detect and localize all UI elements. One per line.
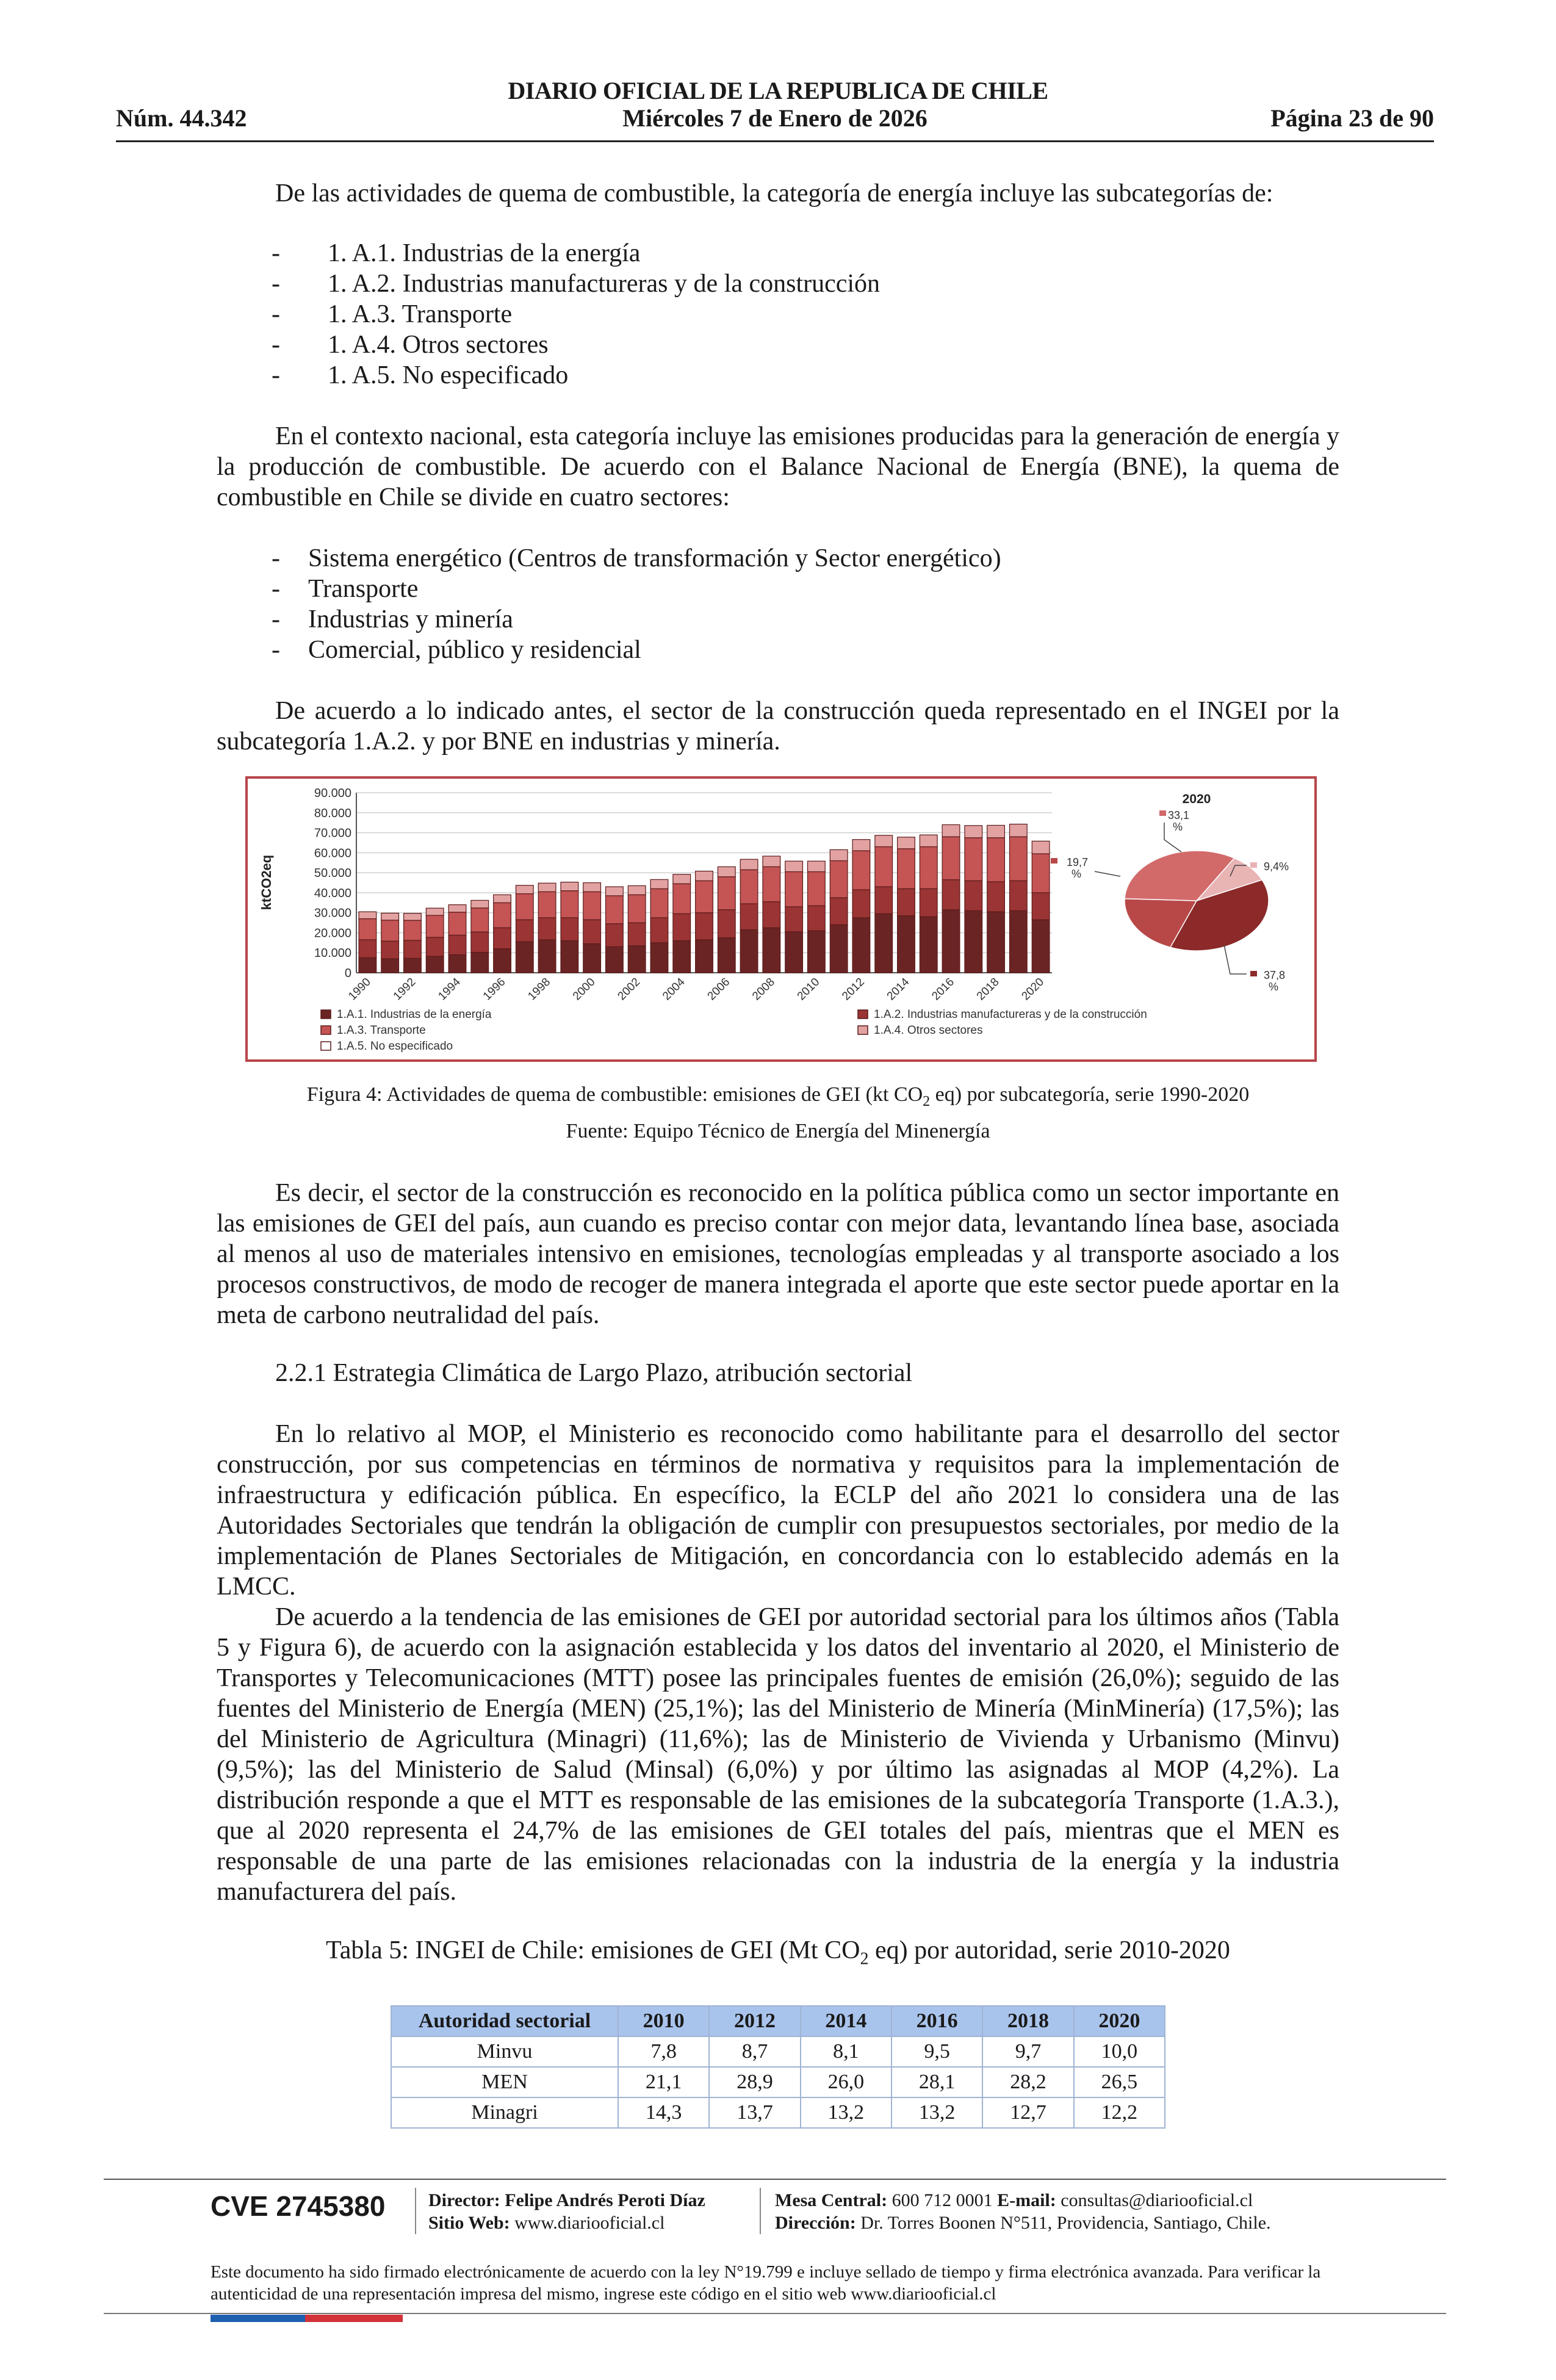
y-tick-label: 80.000 [314,806,351,820]
table-cell: 13,2 [891,2097,982,2128]
bar-segment [673,914,691,940]
legend-swatch [321,1026,331,1034]
page-number: Página 23 de 90 [1270,104,1434,132]
bar-segment [942,880,960,910]
legend-label: 1.A.5. No especificado [337,1040,453,1053]
y-tick-label: 70.000 [314,826,351,840]
bar-segment [494,895,511,903]
table-cell: 12,2 [1074,2097,1165,2128]
bar-segment [583,943,601,973]
bar-segment [830,849,848,860]
bar-segment [965,911,982,973]
bar-segment [875,914,893,973]
bar-segment [448,912,466,936]
bar-segment [898,837,915,849]
x-tick-label: 1990 [346,975,373,1003]
bar-segment [606,947,624,973]
bar-segment [561,941,578,973]
bar-segment [583,892,601,920]
newspaper-title: DIARIO OFICIAL DE LA REPUBLICA DE CHILE [508,77,1048,104]
cve-code: CVE 2745380 [211,2190,386,2222]
x-tick-label: 2000 [570,975,598,1003]
bar-segment [448,905,466,912]
pie-leader [1224,945,1247,974]
bar-segment [381,941,399,959]
col-header: Autoridad sectorial [391,2006,618,2036]
bar-segment [763,902,780,928]
sectors-list: - Sistema energético (Centros de transformación y Sector energético) - Transporte - Industrias y minería - Comercial, público y residencial [272,544,1001,664]
x-tick-label: 1994 [436,975,464,1003]
bar-segment [471,908,489,932]
bar-segment [381,959,399,973]
x-tick-label: 2002 [615,975,643,1003]
bar-segment [830,860,848,898]
bar-segment [628,946,646,973]
bar-segment [606,887,624,896]
y-tick-label: 90.000 [314,787,351,800]
legend-label: 1.A.4. Otros sectores [874,1024,983,1037]
context-paragraph: En el contexto nacional, esta categoría incluye las emisiones producidas para la generación de energía y la producción de combustible. De acuerdo con el Balance Nacional de Energía (BNE), la quema de combustible en Chile se divide en cuatro sectores: [217,422,1339,511]
pie-label-swatch [1051,858,1057,864]
y-tick-label: 10.000 [314,947,351,961]
emissions-chart [248,779,1309,1055]
bar-segment [538,940,556,973]
table-cell: Minagri [391,2097,618,2128]
bar-segment [875,887,893,914]
bar-segment [1032,893,1050,920]
footer-bottom-rule [104,2313,1446,2314]
bar-segment [920,835,937,846]
bar-segment [404,940,422,959]
bar-segment [1009,911,1027,973]
table-cell: 9,7 [982,2036,1073,2067]
table-cell: 14,3 [618,2097,709,2128]
footer-director: Director: Felipe Andrés Peroti Díaz [428,2190,705,2210]
bar-segment [785,907,803,932]
bar-segment [471,953,489,973]
intro-paragraph: De las actividades de quema de combustible, la categoría de energía incluye las subcategorías de: [275,179,1273,207]
bar-segment [785,932,803,973]
bar-segment [426,956,444,973]
pie-label-unit: % [1173,821,1183,833]
col-header: 2018 [982,2006,1073,2036]
bar-segment [606,924,624,947]
bar-segment [538,918,556,940]
table-cell: 13,2 [801,2097,891,2128]
bar-segment [448,935,466,954]
bar-segment [718,867,735,876]
bar-segment [1009,824,1027,837]
bar-segment [359,940,376,958]
legend-label: 1.A.2. Industrias manufactureras y de la construcción [874,1008,1147,1021]
bar-segment [740,904,758,930]
bar-segment [381,920,399,941]
legal-notice: Este documento ha sido firmado electrónicamente de acuerdo con la ley N°19.799 e incluye sellado de tiempo y firma electrónica avanzada. Para verificar la autenticidad de una representación impresa del mismo, ingrese este código en el sitio web www.diariooficial.cl [211,2262,1321,2304]
bar-segment [359,912,376,918]
flag-stripe-blue [211,2315,305,2322]
legend-label: 1.A.3. Transporte [337,1024,426,1037]
col-header: 2014 [801,2006,891,2036]
y-tick-label: 50.000 [314,867,351,881]
bar-segment [426,915,444,937]
table-cell: MEN [391,2067,618,2097]
figure-4 [245,776,1317,1062]
footer-website: Sitio Web: www.diariooficial.cl [428,2213,665,2233]
x-tick-label: 1996 [480,975,508,1003]
bar-segment [538,892,556,918]
bar-segment [965,838,982,881]
x-tick-label: 2020 [1019,975,1047,1003]
x-tick-label: 2010 [794,975,823,1003]
bar-segment [808,861,826,871]
legend-swatch [321,1042,331,1050]
bar-segment [965,881,982,911]
x-tick-label: 2014 [884,975,912,1003]
col-header: 2012 [709,2006,800,2036]
table-5 [391,2005,1165,2129]
bar-segment [763,867,780,901]
header-rule [116,140,1434,142]
figure-source: Fuente: Equipo Técnico de Energía del Minenergía [566,1120,990,1142]
bar-segment [404,920,422,940]
table-cell: 8,7 [709,2036,800,2067]
footer-top-rule [104,2179,1446,2180]
bar-segment [538,883,556,892]
bar-segment [516,942,533,973]
mop-paragraph: En lo relativo al MOP, el Ministerio es reconocido como habilitante para el desarrollo del sector construcción, por sus competencias en términos de normativa y requisitos para la implementación de infraestructura y edificación pública. En específico, la ECLP del año 2021 lo considera una de las Autoridades Sectoriales que tendrán la obligación de cumplir con presupuestos sectoriales, por medio de la implementación de Planes Sectoriales de Mitigación, en concordancia con lo establecido además en la LMCC. [217,1420,1339,1601]
x-tick-label: 2016 [929,975,957,1003]
table-cell: 28,1 [891,2067,982,2097]
footer-divider [760,2188,761,2234]
bar-segment [696,871,713,881]
footer-address: Dirección: Dr. Torres Boonen N°511, Providencia, Santiago, Chile. [775,2213,1271,2233]
bar-segment [987,912,1005,973]
bar-segment [516,894,533,920]
table-cell: 21,1 [618,2067,709,2097]
table-cell: 8,1 [801,2036,891,2067]
y-tick-label: 20.000 [314,926,351,940]
issue-number: Núm. 44.342 [116,104,247,132]
y-tick-label: 60.000 [314,846,351,860]
pie-label: 19,7 [1067,856,1089,868]
y-tick-label: 40.000 [314,886,351,900]
pie-label-swatch [1250,971,1257,976]
pie-label-unit: % [1269,981,1279,993]
bar-segment [471,900,489,907]
bar-segment [987,825,1005,837]
bar-segment [561,918,578,941]
bar-segment [852,918,870,973]
bar-segment [673,884,691,914]
col-header: 2010 [618,2006,709,2036]
bar-segment [583,883,601,892]
bar-segment [920,847,937,889]
x-tick-label: 2004 [660,975,688,1003]
pie-title: 2020 [1182,792,1211,806]
bar-segment [740,870,758,904]
bar-segment [696,913,713,940]
table-header-row [391,2006,1165,2036]
table-cell: 26,5 [1074,2067,1165,2097]
bar-segment [898,916,915,973]
bar-segment [965,826,982,838]
x-tick-label: 2012 [840,975,867,1003]
footer-contact: Mesa Central: 600 712 0001 E-mail: consultas@diariooficial.cl [775,2190,1253,2210]
pie-label-unit: % [1072,868,1082,880]
legend-swatch [858,1010,868,1019]
table-cell: 28,9 [709,2067,800,2097]
x-tick-label: 2018 [974,975,1002,1003]
bar-segment [740,859,758,870]
bar-segment [650,879,668,889]
bar-segment [898,849,915,889]
bar-segment [1032,854,1050,893]
table-cell: 10,0 [1074,2036,1165,2067]
bar-segment [696,881,713,912]
bar-segment [404,914,422,920]
bar-segment [987,838,1005,882]
bar-segment [808,871,826,906]
website-link[interactable]: www.diariooficial.cl [514,2213,665,2233]
bar-segment [628,923,646,946]
x-tick-label: 1998 [525,975,553,1003]
bar-segment [763,856,780,867]
bar-segment [830,898,848,925]
bar-segment [718,910,735,938]
x-tick-label: 2006 [705,975,733,1003]
section-heading: 2.2.1 Estrategia Climática de Largo Plazo, atribución sectorial [275,1359,913,1387]
bar-segment [942,910,960,973]
bar-segment [808,931,826,973]
pie-label-swatch [1250,862,1257,868]
bar-segment [494,903,511,928]
bar-segment [359,957,376,973]
bar-segment [516,920,533,942]
bar-segment [650,889,668,918]
bar-segment [583,920,601,943]
bar-segment [942,824,960,837]
pie-label: 9,4% [1264,860,1289,873]
bar-segment [359,919,376,940]
bar-segment [852,851,870,890]
y-tick-label: 30.000 [314,906,351,920]
bar-segment [448,955,466,973]
bar-segment [920,917,937,973]
bar-segment [785,871,803,906]
bar-segment [561,882,578,891]
legend-swatch [858,1026,868,1034]
bar-segment [381,913,399,920]
bar-segment [1032,920,1050,973]
pie-label-swatch [1159,810,1166,816]
table-cell: 7,8 [618,2036,709,2067]
bar-segment [1032,841,1050,854]
bar-segment [718,877,735,910]
table-cell: 12,7 [982,2097,1073,2128]
conclusion-paragraph: Es decir, el sector de la construcción es reconocido en la política pública como un sector importante en las emisiones de GEI del país, aun cuando es preciso contar con mejor data, levantando línea base, asociada al menos al uso de materiales intensivo en emisiones, tecnologías empleadas y al transporte asociado a los procesos constructivos, de modo de recoger de manera integrada el aporte que este sector puede aportar en la meta de carbono neutralidad del país. [217,1179,1339,1329]
subcategory-list: - 1. A.1. Industrias de la energía - 1. A.2. Industrias manufactureras y de la construcción - 1. A.3. Transporte - 1. A.4. Otros sectores - 1. A.5. No especificado [272,239,881,389]
x-tick-label: 1992 [391,975,419,1003]
bar-segment [987,882,1005,912]
bar-segment [606,896,624,924]
pie-label: 33,1 [1168,809,1190,821]
bar-segment [628,885,646,895]
table-row [391,2097,1165,2128]
email-link[interactable]: consultas@diariooficial.cl [1061,2190,1253,2210]
bar-segment [875,847,893,887]
y-tick-label: 0 [344,967,351,980]
bar-segment [426,937,444,956]
pie-label: 37,8 [1264,969,1286,981]
issue-date: Miércoles 7 de Enero de 2026 [622,104,927,132]
bar-segment [494,928,511,948]
bar-segment [740,930,758,973]
bar-segment [494,949,511,973]
y-axis-title: ktCO2eq [259,854,274,911]
table-row [391,2067,1165,2097]
bar-segment [404,958,422,973]
legend-label: 1.A.1. Industrias de la energía [337,1008,492,1021]
bar-segment [763,928,780,973]
x-tick-label: 2008 [750,975,777,1003]
construction-paragraph: De acuerdo a lo indicado antes, el sector de la construcción queda representado en el INGEI por la subcategoría 1.A.2. y por BNE en industrias y minería. [217,697,1339,755]
header-row [116,104,1434,138]
pie-leader [1095,871,1120,876]
table-cell: Minvu [391,2036,618,2067]
bar-segment [561,891,578,918]
col-header: 2020 [1074,2006,1165,2036]
table-cell: 28,2 [982,2067,1073,2097]
legend-swatch [321,1010,331,1019]
trend-paragraph: De acuerdo a la tendencia de las emisiones de GEI por autoridad sectorial para los últimos años (Tabla 5 y Figura 6), de acuerdo con la asignación establecida y los datos del inventario al 2020, el Ministerio de Transportes y Telecomunicaciones (MTT) posee las principales fuentes de emisión (26,0%); seguido de las fuentes del Ministerio de Energía (MEN) (25,1%); las del Ministerio de Minería (MinMinería) (17,5%); las del Ministerio de Agricultura (Minagri) (11,6%); las de Ministerio de Vivienda y Urbanismo (Minvu) (9,5%); las del Ministerio de Salud (Minsal) (6,0%) y por último las asignadas al MOP (4,2%). La distribución responde a que el MTT es responsable de las emisiones de la subcategoría Transporte (1.A.3.), que al 2020 representa el 24,7% de las emisiones de GEI totales del país, mientras que el MEN es responsable de una parte de las emisiones relacionadas con la industria de la energía y la industria manufacturera del país. [217,1603,1339,1906]
bar-segment [875,835,893,847]
bar-segment [650,943,668,973]
bar-segment [830,925,848,973]
bar-segment [471,932,489,952]
bar-segment [920,889,937,917]
table-caption: Tabla 5: INGEI de Chile: emisiones de GEI (Mt $CO_2$ eq) por autoridad, serie 2010-2020 [326,1936,1230,1969]
col-header: 2016 [891,2006,982,2036]
bar-segment [696,940,713,973]
bar-segment [852,840,870,851]
bar-segment [426,908,444,915]
table-cell: 9,5 [891,2036,982,2067]
table-row [391,2036,1165,2067]
bar-segment [673,874,691,884]
bar-segment [650,918,668,943]
flag-stripe-red [305,2315,403,2322]
bar-segment [628,895,646,923]
bar-segment [808,906,826,931]
bar-segment [1009,881,1027,911]
bar-segment [516,885,533,894]
bar-segment [718,938,735,973]
table-cell: 13,7 [709,2097,800,2128]
bar-segment [852,890,870,918]
bar-segment [898,889,915,915]
bar-segment [1009,837,1027,881]
footer-divider [415,2188,416,2234]
bar-segment [673,941,691,973]
bar-segment [785,861,803,871]
table-cell: 26,0 [801,2067,891,2097]
figure-caption: Figura 4: Actividades de quema de combustible: emisiones de GEI (kt $CO_2$ eq) por subcategoría, serie 1990-2020 [306,1083,1250,1109]
bar-segment [942,837,960,879]
